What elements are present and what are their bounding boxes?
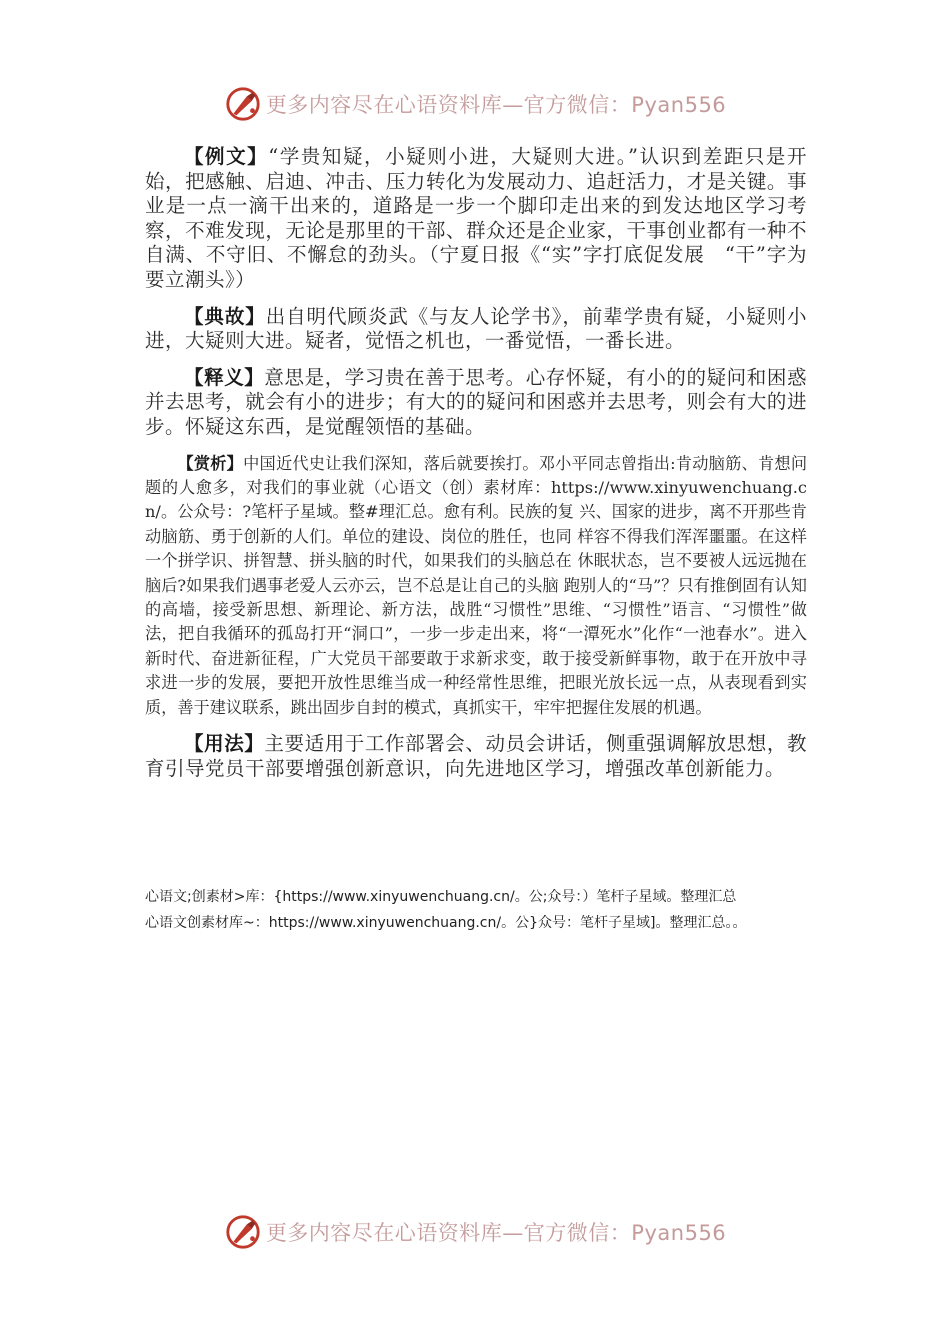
text-appreciation: 中国近代史让我们深知，落后就要挨打。邓小平同志曾指出:肯动脑筋、肯想问题的人愈多，对我们的事业就（心语文（创）素材库：https://www.xinyuwenchuang.cn/。公众号：?笔杆子星域。整#理汇总。愈有利。民族的复 兴、国家的进步，离不开那些肯动脑筋、勇于创新的人们。单位的建设、岗位的胜任，也同 样容不得我们浑浑噩噩。在这样一个拼学识、拼智慧、拼头脑的时代，如果我们的头脑总在 休眠状态，岂不要被人远远抛在脑后?如果我们遇事老爱人云亦云，岂不总是让自己的头脑 跑别人的“马”？只有推倒固有认知的高墙，接受新思想、新理论、新方法，战胜“习惯性”思维、“习惯性”语言、“习惯性”做法，把自我循环的孤岛打开“洞口”，一步一步走出来，将“一潭死水”化作“一池春水”。进入新时代、奋进新征程，广大党员干部要敢于求新求变，敢于接受新鲜事物，敢于在开放中寻求进一步的发展，要把开放性思维当成一种经常性思维，把眼光放长远一点，从表现看到实质，善于建议联系，跳出固步自封的模式，真抓实干，牢牢把握住发展的机遇。 [145, 453, 808, 717]
paragraph-example [145, 145, 807, 293]
paragraph-appreciation [145, 452, 807, 720]
text-origin: 出自明代顾炎武《与友人论学书》，前辈学贵有疑，小疑则小进，大疑则大进。疑者，觉悟之机也，一番觉悟，一番长进。 [145, 304, 807, 353]
text-usage: 主要适用于工作部署会、动员会讲话，侧重强调解放思想，教育引导党员干部要增强创新意识，向先进地区学习，增强改革创新能力。 [145, 732, 807, 780]
paragraph-usage [145, 732, 807, 781]
label-origin: 【典故】 [184, 304, 266, 328]
label-appreciation: 【赏析】 [177, 453, 244, 473]
paragraph-origin [145, 305, 807, 354]
document-body [145, 145, 807, 781]
text-meaning: 意思是，学习贵在善于思考。心存怀疑，有小的的疑问和困惑并去思考，就会有小的进步；有大的的疑问和困惑并去思考，则会有大的进步。怀疑这东西，是觉醒领悟的基础。 [145, 365, 807, 438]
source-note-line-1: 心语文;创素材>库：{https://www.xinyuwenchuang.cn/。公;众号：）笔杆子星域。整理汇总 [145, 889, 737, 905]
label-example: 【例文】 [184, 145, 269, 168]
banner-text: 更多内容尽在心语资料库—官方微信：Pyan556 [265, 1221, 727, 1245]
text-example: “学贵知疑，小疑则小进，大疑则大进。”认识到差距只是开始，把感触、启迪、冲击、压力转化为发展动力、追赶活力，才是关键。事业是一点一滴干出来的，道路是一步一个脚印走出来的到发达地区学习考察，不难发现，无论是那里的干部、群众还是企业家，干事创业都有一种不自满、不守旧、不懈怠的劲头。（宁夏日报《“实”字打底促发展 “干”字为要立潮头》） [145, 145, 807, 291]
label-usage: 【用法】 [184, 732, 265, 755]
source-notes [145, 884, 845, 936]
pen-nib-logo-icon [224, 85, 262, 123]
footer-banner [0, 1212, 950, 1252]
paragraph-meaning [145, 366, 807, 440]
pen-nib-logo-icon [224, 1213, 262, 1251]
label-meaning: 【释义】 [184, 365, 265, 389]
banner-text: 更多内容尽在心语资料库—官方微信：Pyan556 [265, 93, 727, 117]
source-note-line-2: 心语文创素材库~：https://www.xinyuwenchuang.cn/。公}众号：笔杆子星域]。整理汇总。。 [145, 915, 747, 931]
header-banner [0, 84, 950, 124]
